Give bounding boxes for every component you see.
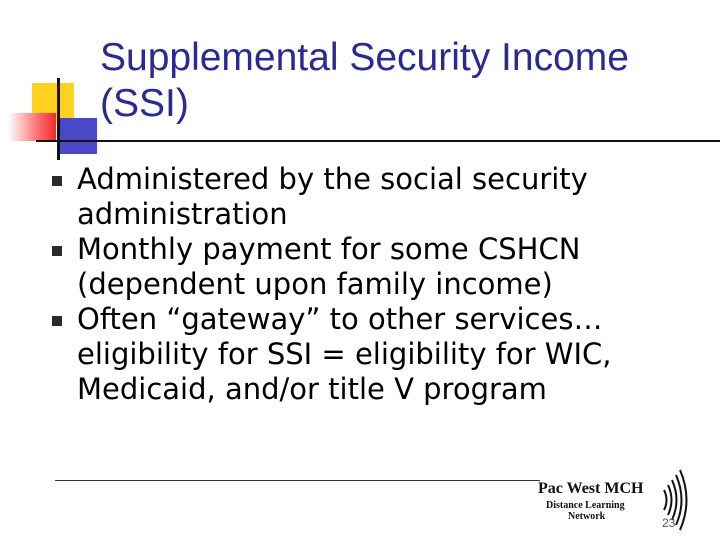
title-underline [36,140,720,142]
red-gradient-decoration [8,113,56,141]
bullet-item [52,302,712,407]
logo-subtitle-line2: Network [568,511,606,522]
blue-square-decoration [57,118,97,154]
bullet-item [52,162,712,232]
logo-title: Pac West MCH [538,480,644,497]
square-bullet-icon [52,316,62,326]
vertical-rule [57,78,60,160]
square-bullet-icon [52,176,62,186]
bullet-list [52,162,712,407]
square-bullet-icon [52,246,62,256]
bullet-item [52,232,712,302]
footer-rule [55,480,540,481]
bullet-text: Often “gateway” to other services… eligibility for SSI = eligibility for WIC, Medicaid, and/or title V program [77,302,612,406]
bullet-text: Monthly payment for some CSHCN (dependent upon family income) [77,232,581,301]
page-number: 23 [662,516,676,530]
slide-title: Supplemental Security Income (SSI) [100,36,629,125]
logo-subtitle-line1: Distance Learning [546,500,625,511]
bullet-text: Administered by the social security administration [77,162,588,231]
